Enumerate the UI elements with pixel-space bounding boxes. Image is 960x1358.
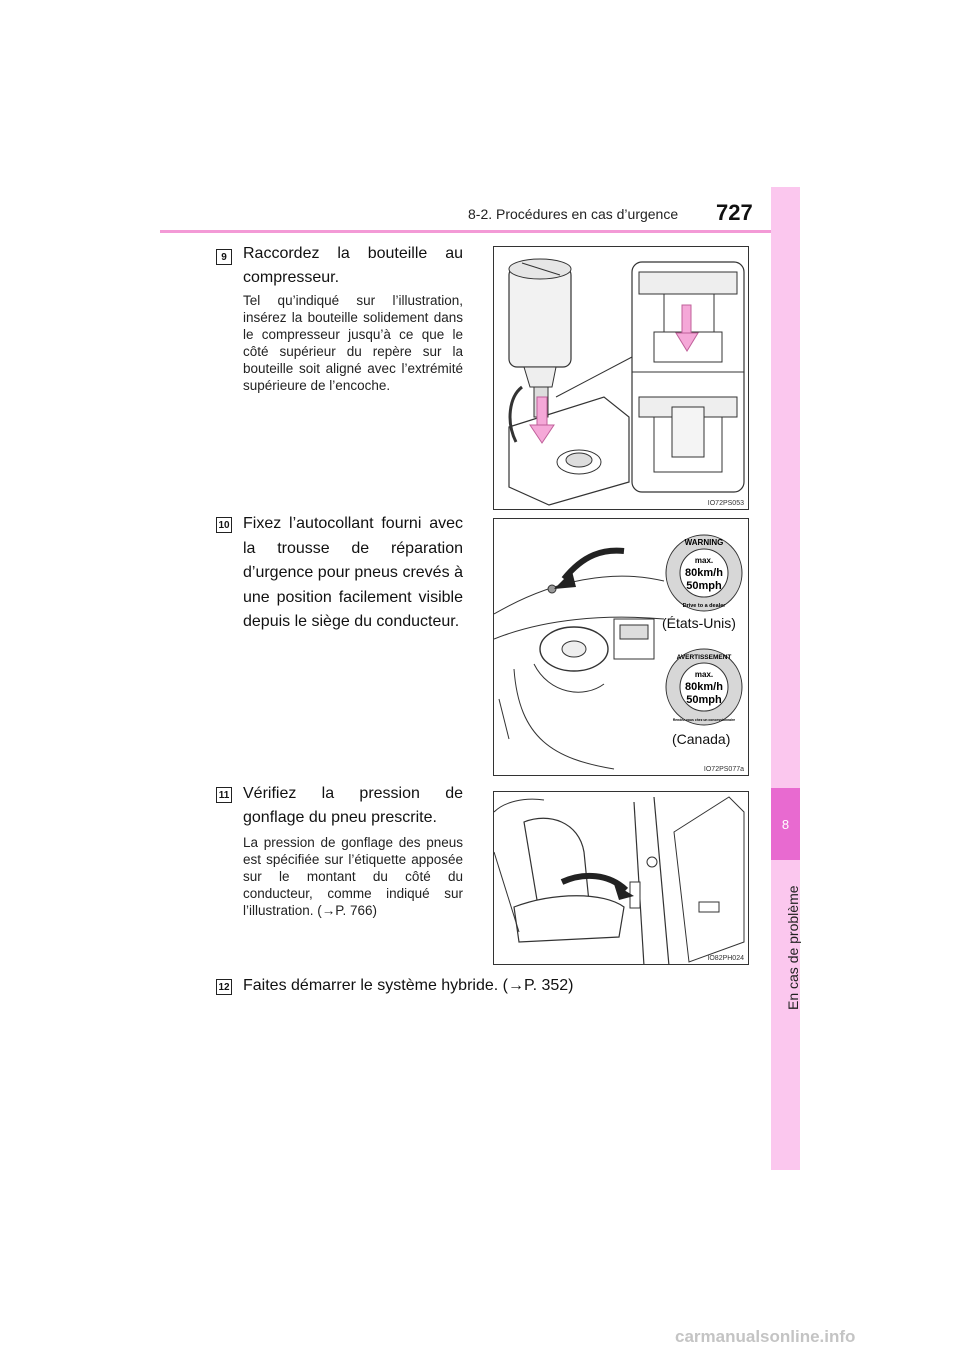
step-11-title: Vérifiez la pression de gonflage du pneu prescrite. [243, 785, 463, 826]
sticker-ca-bottom: Rendez-vous chez un concessionnaire [672, 718, 736, 722]
chapter-label: En cas de problème [785, 885, 801, 1010]
driver-seat-illustration [494, 792, 749, 965]
figure-code: IO82PH024 [707, 955, 744, 962]
watermark: carmanualsonline.info [675, 1327, 856, 1346]
figure-door-pillar-label [493, 791, 749, 965]
sticker-us-bottom: Drive to a dealer [682, 603, 726, 609]
figure-bottle-compressor [493, 246, 749, 510]
step-10-title: Fixez l’autocollant fourni avec la trousse de réparation d’urgence pour pneus crevés à une position facilement visible depuis le siège du conducteur. [243, 515, 463, 630]
step-12-title: Faites démarrer le système hybride. (→P. 352) [243, 977, 574, 994]
sticker-ca-max: max. [694, 670, 714, 679]
chapter-number-badge: 8 [771, 788, 800, 860]
sticker-us-top: WARNING [684, 538, 724, 547]
figure-sticker-placement [493, 518, 749, 776]
sticker-ca-mph: 50mph [686, 694, 722, 706]
figure-code: IO72PS053 [707, 500, 744, 507]
step-number-10: 10 [216, 517, 232, 533]
warning-sticker-us [664, 533, 744, 613]
chapter-side-tab [771, 187, 800, 1170]
section-title: 8-2. Procédures en cas d’urgence [468, 206, 679, 222]
sticker-us-max: max. [694, 556, 714, 565]
sticker-us-mph: 50mph [686, 580, 722, 592]
step-11-description: La pression de gonflage des pneus est spécifiée sur l’étiquette apposée sur le montant du côté du conducteur, comme indiqué sur l’illustration. (→P. 766) [243, 835, 463, 918]
step-number-9: 9 [216, 249, 232, 265]
warning-sticker-canada [664, 647, 744, 727]
step-9-title: Raccordez la bouteille au compresseur. [243, 245, 463, 286]
sticker-us-kmh: 80km/h [685, 567, 723, 579]
sticker-ca-kmh: 80km/h [685, 681, 723, 693]
caption-canada: (Canada) [672, 731, 731, 747]
header-divider [160, 230, 800, 233]
bottle-compressor-illustration [494, 247, 749, 510]
step-number-12: 12 [216, 979, 232, 995]
figure-code: IO72PS077a [703, 766, 744, 773]
sticker-ca-top: AVERTISSEMENT [676, 654, 732, 661]
step-number-11: 11 [216, 787, 232, 803]
step-9-description: Tel qu’indiqué sur l’illustration, insérez la bouteille solidement dans le compresseur jusqu’à ce que le côté supérieur du repère sur la bouteille soit aligné avec l’extrémité supérieure de l’encoche. [243, 293, 463, 393]
page-number: 727 [716, 200, 753, 225]
caption-us: (États-Unis) [662, 615, 736, 631]
